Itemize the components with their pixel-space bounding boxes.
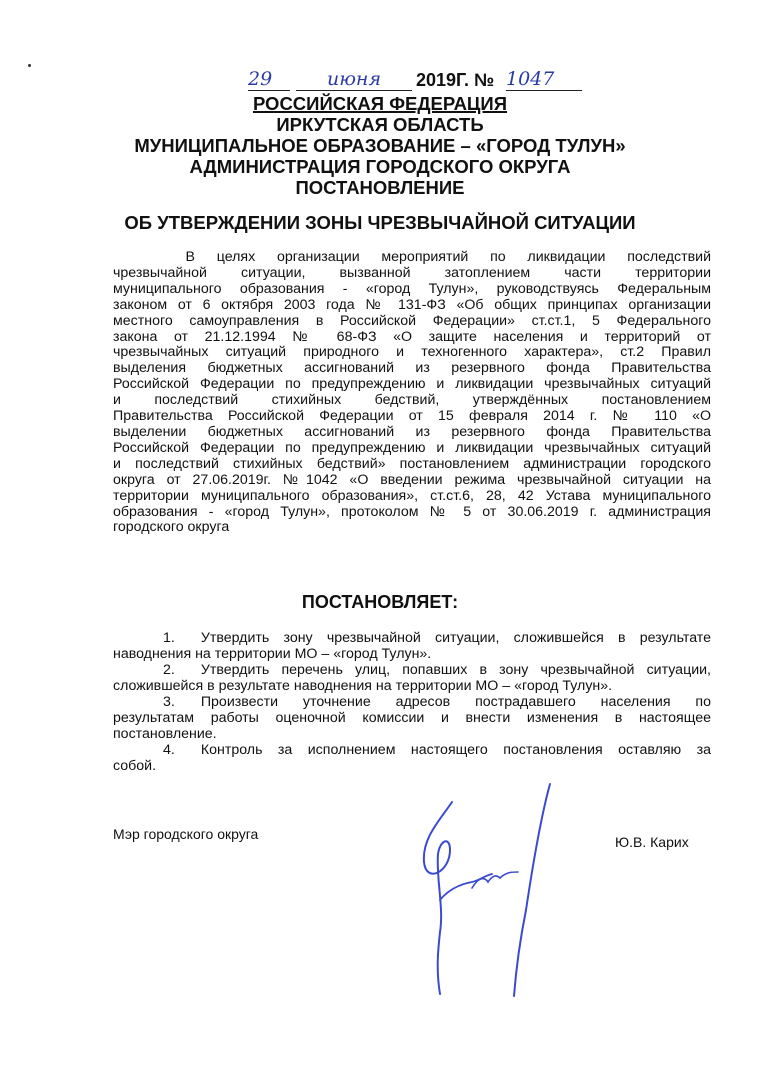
document-header xyxy=(100,93,660,198)
signer-name: Ю.В. Карих xyxy=(615,834,689,850)
preamble-line: Правительства Российской Федерации от 15 февраля 2014 г. № 110 «О xyxy=(113,408,711,425)
header-municipality: МУНИЦИПАЛЬНОЕ ОБРАЗОВАНИЕ – «ГОРОД ТУЛУН» xyxy=(134,135,626,156)
resolution-items xyxy=(113,630,711,774)
item-continuation: собой. xyxy=(113,758,157,774)
preamble xyxy=(113,250,711,536)
item-first-line xyxy=(113,742,711,758)
resolution-item xyxy=(113,662,711,694)
item-text: Контроль за исполнением настоящего постановления оставляю за xyxy=(200,742,711,758)
preamble-line: округа от 27.06.2019г. №1042 «О введении режима чрезвычайной ситуации на xyxy=(113,471,711,488)
day-underline xyxy=(248,68,290,91)
number-underline xyxy=(506,68,582,91)
item-number: 2. xyxy=(163,662,175,678)
document-title: ОБ УТВЕРЖДЕНИИ ЗОНЫ ЧРЕЗВЫЧАЙНОЙ СИТУАЦИИ xyxy=(124,212,636,233)
scan-speck xyxy=(28,64,31,67)
header-doctype: ПОСТАНОВЛЕНИЕ xyxy=(295,177,465,198)
item-first-line xyxy=(113,694,711,710)
item-continuation: сложившейся в результате наводнения на территории МО – «город Тулун». xyxy=(113,678,613,694)
item-continuation: результатам работы оценочной комиссии и внести изменения в настоящее xyxy=(113,710,711,726)
preamble-line: закона от 21.12.1994 № 68-ФЗ «О защите населения и территорий от xyxy=(113,328,711,345)
document-number: 1047 xyxy=(506,68,555,90)
resolution-item xyxy=(113,630,711,662)
preamble-line: Российской Федерации по предупреждению и ликвидации чрезвычайных ситуаций xyxy=(113,376,711,393)
item-text: Утвердить зону чрезвычайной ситуации, сложившейся в результате xyxy=(200,630,711,646)
resolution-item xyxy=(113,742,711,774)
item-first-line xyxy=(113,662,711,678)
date-month: июня xyxy=(326,68,382,90)
signer-position: Мэр городского округа xyxy=(113,826,259,842)
preamble-line: и последствий стихийных бедствий» постановлением администрации городского xyxy=(113,455,711,472)
preamble-line: законом от 6 октября 2003 года № 131-ФЗ «Об общих принципах организации xyxy=(113,296,711,313)
header-region: ИРКУТСКАЯ ОБЛАСТЬ xyxy=(276,114,484,135)
handwritten-signature xyxy=(400,780,570,1000)
preamble-line: Российской Федерации по предупреждению и ликвидации чрезвычайных ситуаций xyxy=(113,439,711,456)
preamble-line: образования - «город Тулун», протоколом № 5 от 30.06.2019 г. администрация xyxy=(113,503,711,520)
preamble-line: чрезвычайной ситуации, вызванной затоплением части территории xyxy=(113,264,711,281)
preamble-line: выделения бюджетных ассигнований из резервного фонда Правительства xyxy=(113,360,711,377)
date-day: 29 xyxy=(248,68,273,90)
date-line xyxy=(248,68,588,96)
item-first-line xyxy=(113,630,711,646)
resolves-heading: ПОСТАНОВЛЯЕТ: xyxy=(301,592,459,612)
preamble-line: территории муниципального образования», ст.ст.6, 28, 42 Устава муниципального xyxy=(113,487,711,504)
item-number: 3. xyxy=(163,694,175,710)
header-administration: АДМИНИСТРАЦИЯ ГОРОДСКОГО ОКРУГА xyxy=(189,156,571,177)
item-continuation: наводнения на территории МО – «город Тулун». xyxy=(113,646,432,662)
item-text: Утвердить перечень улиц, попавших в зону чрезвычайной ситуации, xyxy=(200,662,711,678)
header-country: РОССИЙСКАЯ ФЕДЕРАЦИЯ xyxy=(252,93,508,114)
item-text: Произвести уточнение адресов пострадавшего населения по xyxy=(200,694,711,710)
item-number: 1. xyxy=(163,630,175,646)
preamble-line: чрезвычайных ситуаций природного и техногенного характера», ст.2 Правил xyxy=(113,344,711,361)
date-year: 2019Г. № xyxy=(416,70,495,90)
preamble-line: выделении бюджетных ассигнований из резервного фонда Правительства xyxy=(113,423,711,440)
item-number: 4. xyxy=(163,742,175,758)
preamble-line: В целях организации мероприятий по ликвидации последствий xyxy=(113,249,711,265)
preamble-line: муниципального образования - «город Тулун», руководствуясь Федеральным xyxy=(113,280,711,297)
resolution-item xyxy=(113,694,711,742)
preamble-line: местного самоуправления в Российской Федерации» ст.ст.1, 5 Федерального xyxy=(113,312,711,329)
preamble-line: и последствий стихийных бедствий, утверждённых постановлением xyxy=(113,392,711,409)
month-underline xyxy=(296,68,412,91)
item-continuation: постановление. xyxy=(113,726,217,742)
preamble-line: городского округа xyxy=(113,519,230,536)
